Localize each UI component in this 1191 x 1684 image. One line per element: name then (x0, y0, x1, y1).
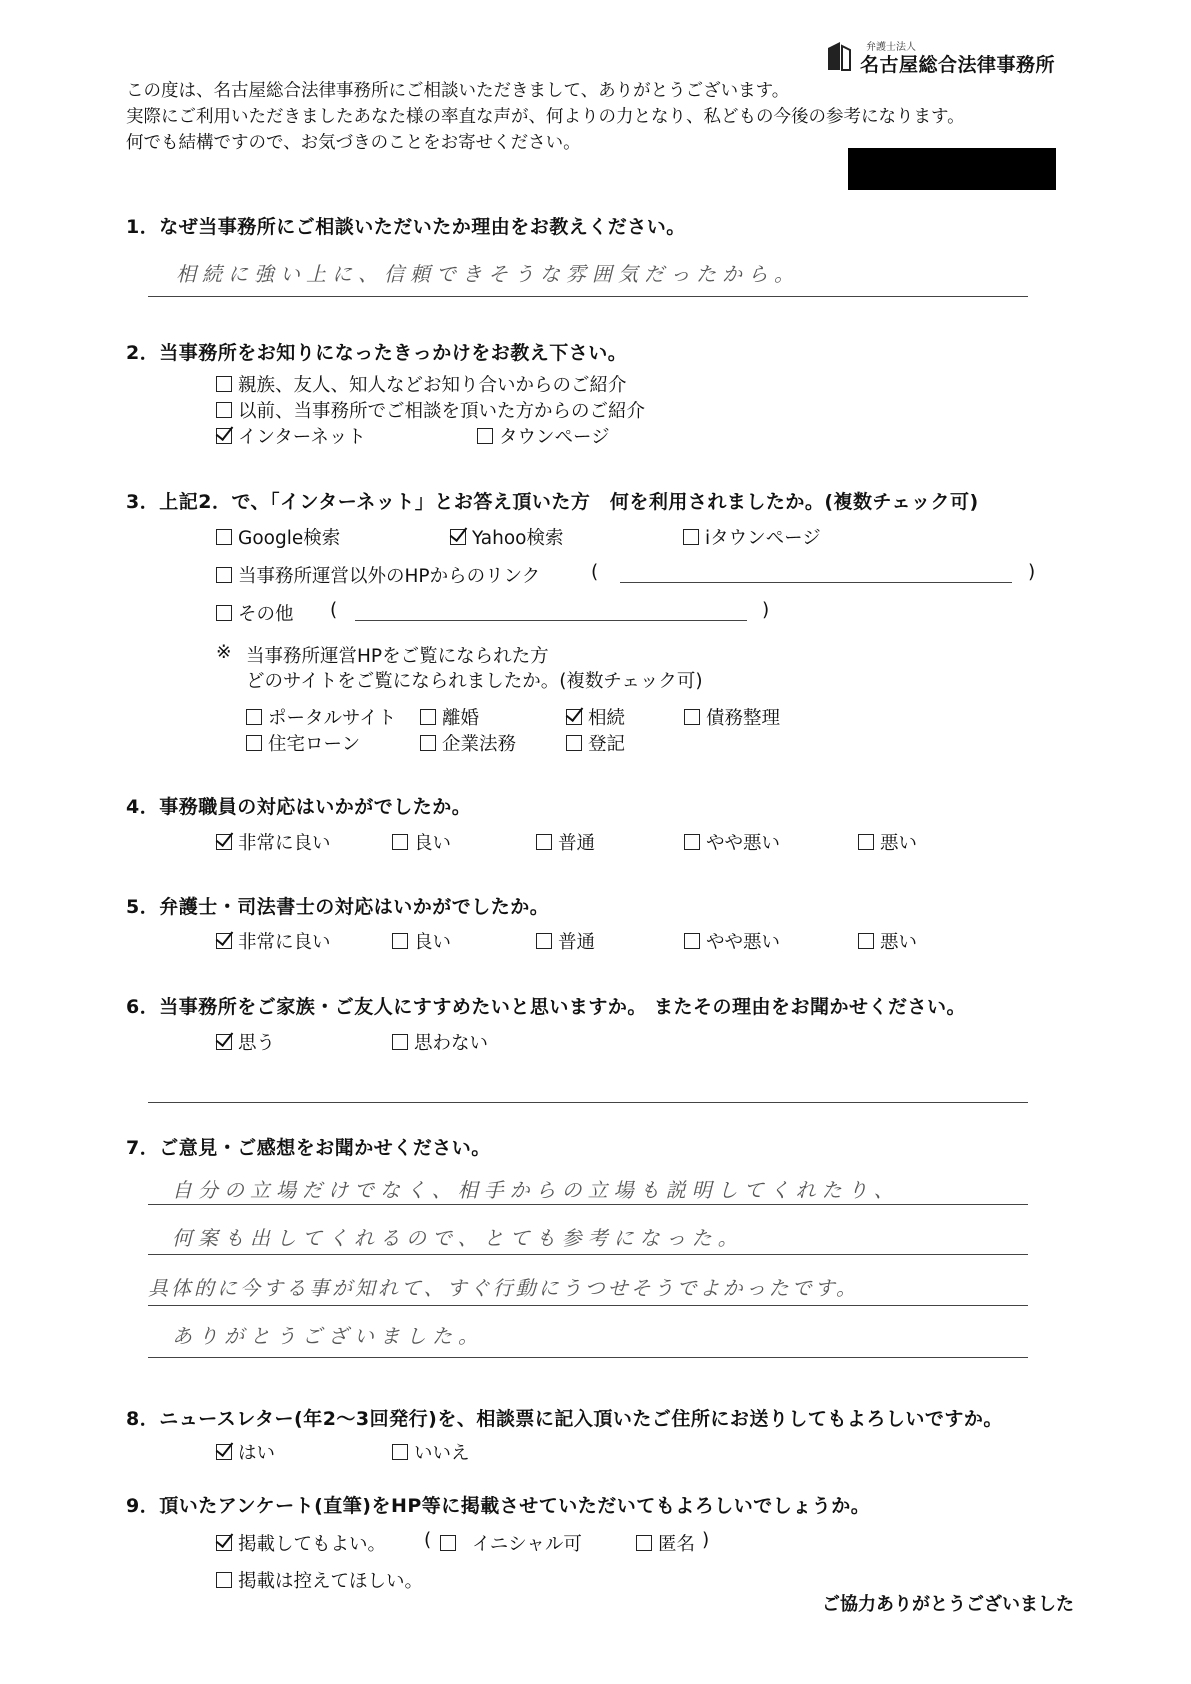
q3-option-other-hp-link[interactable]: 当事務所運営以外のHPからのリンク (216, 562, 540, 588)
intro-line-2: 実際にご利用いただきましたあなた様の率直な声が、何よりの力となり、私どもの今後の参考になります。 (126, 107, 965, 127)
checkbox[interactable] (216, 567, 232, 583)
q4-option-average[interactable]: 普通 (536, 829, 595, 855)
q1-answer-line (148, 296, 1028, 297)
checkbox[interactable] (684, 834, 700, 850)
q3-site-debt[interactable]: 債務整理 (684, 704, 780, 730)
q4-option-very-good[interactable]: 非常に良い (216, 829, 331, 855)
checkbox[interactable] (216, 529, 232, 545)
q3-title: 3．上記2．で、「インターネット」とお答え頂いた方 何を利用されましたか。(複数チェック可) (126, 491, 979, 513)
checkbox[interactable] (216, 605, 232, 621)
q3-note-line-2: どのサイトをご覧になられましたか。(複数チェック可) (246, 671, 703, 692)
q3-link-input-line[interactable] (620, 582, 1012, 583)
checkbox-checked[interactable] (216, 933, 232, 949)
q4-option-good[interactable]: 良い (392, 829, 451, 855)
q3-site-portal[interactable]: ポータルサイト (246, 704, 396, 730)
q9-option-publish-ok[interactable]: 掲載してもよい。 (216, 1530, 386, 1556)
q8-option-yes[interactable]: はい (216, 1439, 275, 1465)
q3-site-corporate[interactable]: 企業法務 (420, 730, 516, 756)
q7-answer-line-1[interactable]: 自分の立場だけでなく、相手からの立場も説明してくれたり、 (172, 1178, 900, 1202)
q9-option-anonymous[interactable]: 匿名 (636, 1530, 695, 1556)
redaction-block (848, 148, 1056, 190)
checkbox[interactable] (216, 1572, 232, 1588)
q5-option-very-good[interactable]: 非常に良い (216, 928, 331, 954)
checkbox[interactable] (392, 1444, 408, 1460)
q2-option-previous-client[interactable]: 以前、当事務所でご相談を頂いた方からのご紹介 (216, 397, 645, 423)
q5-option-good[interactable]: 良い (392, 928, 451, 954)
q7-rule-3 (148, 1305, 1028, 1306)
checkbox[interactable] (440, 1535, 456, 1551)
checkbox[interactable] (684, 709, 700, 725)
q3-option-other[interactable]: その他 (216, 600, 294, 626)
checkbox-checked[interactable] (216, 1535, 232, 1551)
q9-paren-close: ) (702, 1530, 710, 1551)
checkbox[interactable] (420, 709, 436, 725)
q5-option-average[interactable]: 普通 (536, 928, 595, 954)
q2-option-townpage[interactable]: タウンページ (477, 423, 610, 449)
intro-line-1: この度は、名古屋総合法律事務所にご相談いただきまして、ありがとうございます。 (126, 81, 790, 101)
q3-other-input-line[interactable] (355, 620, 747, 621)
checkbox-checked[interactable] (216, 1444, 232, 1460)
q9-option-decline[interactable]: 掲載は控えてほしい。 (216, 1567, 423, 1593)
checkbox[interactable] (246, 709, 262, 725)
q3-site-registration[interactable]: 登記 (566, 730, 625, 756)
q8-title: 8．ニュースレター(年2～3回発行)を、相談票に記入頂いたご住所にお送りしてもよろしいですか。 (126, 1408, 1003, 1430)
checkbox-checked[interactable] (216, 834, 232, 850)
q6-title: 6．当事務所をご家族・ご友人にすすめたいと思いますか。 またその理由をお聞かせください。 (126, 996, 967, 1018)
q5-title: 5．弁護士・司法書士の対応はいかがでしたか。 (126, 896, 550, 918)
q3-option-itownpage[interactable]: iタウンページ (683, 524, 821, 550)
checkbox[interactable] (420, 735, 436, 751)
q3-option-yahoo[interactable]: Yahoo検索 (450, 524, 563, 550)
q7-answer-line-4[interactable]: ありがとうございました。 (172, 1324, 484, 1348)
q3-note-mark: ※ (216, 642, 232, 663)
q7-rule-2 (148, 1254, 1028, 1255)
q3-site-housing-loan[interactable]: 住宅ローン (246, 730, 360, 756)
checkbox[interactable] (858, 834, 874, 850)
q7-title: 7．ご意見・ご感想をお聞かせください。 (126, 1137, 491, 1159)
q6-option-no[interactable]: 思わない (392, 1029, 488, 1055)
checkbox-checked[interactable] (216, 428, 232, 444)
q7-rule-1 (148, 1204, 1028, 1205)
checkbox[interactable] (246, 735, 262, 751)
checkbox[interactable] (216, 402, 232, 418)
q2-option-acquaintance[interactable]: 親族、友人、知人などお知り合いからのご紹介 (216, 371, 627, 397)
q9-option-initial[interactable]: イニシャル可 (440, 1530, 582, 1556)
q6-option-yes[interactable]: 思う (216, 1029, 275, 1055)
checkbox[interactable] (858, 933, 874, 949)
intro-line-3: 何でも結構ですので、お気づきのことをお寄せください。 (126, 133, 581, 153)
q3-other-paren-close: ) (762, 600, 770, 621)
q4-title: 4．事務職員の対応はいかがでしたか。 (126, 796, 472, 818)
checkbox[interactable] (683, 529, 699, 545)
checkbox[interactable] (477, 428, 493, 444)
firm-prefix: 弁護士法人 (866, 42, 916, 53)
checkbox-checked[interactable] (216, 1034, 232, 1050)
checkbox[interactable] (536, 933, 552, 949)
q3-site-divorce[interactable]: 離婚 (420, 704, 479, 730)
checkbox[interactable] (216, 376, 232, 392)
q2-title: 2．当事務所をお知りになったきっかけをお教え下さい。 (126, 342, 628, 364)
checkbox[interactable] (566, 735, 582, 751)
checkbox[interactable] (636, 1535, 652, 1551)
q7-answer-line-3[interactable]: 具体的に今する事が知れて、すぐ行動にうつせそうでよかったです。 (148, 1276, 859, 1300)
footer-thanks: ご協力ありがとうございました (822, 1594, 1074, 1615)
checkbox[interactable] (392, 933, 408, 949)
q6-reason-line[interactable] (148, 1102, 1028, 1103)
q2-option-internet[interactable]: インターネット (216, 423, 366, 449)
q9-title: 9．頂いたアンケート(直筆)をHP等に掲載させていただいてもよろしいでしょうか。 (126, 1495, 871, 1517)
q3-option-google[interactable]: Google検索 (216, 524, 340, 550)
q4-option-bad[interactable]: 悪い (858, 829, 917, 855)
q1-title: 1．なぜ当事務所にご相談いただいたか理由をお教えください。 (126, 216, 686, 238)
checkbox[interactable] (536, 834, 552, 850)
q9-paren-open: ( (424, 1530, 432, 1551)
firm-name: 名古屋総合法律事務所 (860, 54, 1056, 76)
q7-answer-line-2[interactable]: 何案も出してくれるので、とても参考になった。 (172, 1226, 744, 1250)
q3-site-inheritance[interactable]: 相続 (566, 704, 625, 730)
q5-option-somewhat-bad[interactable]: やや悪い (684, 928, 780, 954)
q3-other-paren-open: ( (330, 600, 338, 621)
checkbox-checked[interactable] (450, 529, 466, 545)
checkbox-checked[interactable] (566, 709, 582, 725)
checkbox[interactable] (392, 834, 408, 850)
q4-option-somewhat-bad[interactable]: やや悪い (684, 829, 780, 855)
checkbox[interactable] (684, 933, 700, 949)
checkbox[interactable] (392, 1034, 408, 1050)
q1-answer[interactable]: 相続に強い上に、信頼できそうな雰囲気だったから。 (176, 262, 800, 286)
firm-logo-icon (826, 40, 852, 72)
q8-option-no[interactable]: いいえ (392, 1439, 470, 1465)
q5-option-bad[interactable]: 悪い (858, 928, 917, 954)
q3-note-line-1: 当事務所運営HPをご覧になられた方 (246, 646, 549, 667)
q3-link-paren-close: ) (1028, 562, 1036, 583)
q3-link-paren-open: ( (591, 562, 599, 583)
q7-rule-4 (148, 1357, 1028, 1358)
